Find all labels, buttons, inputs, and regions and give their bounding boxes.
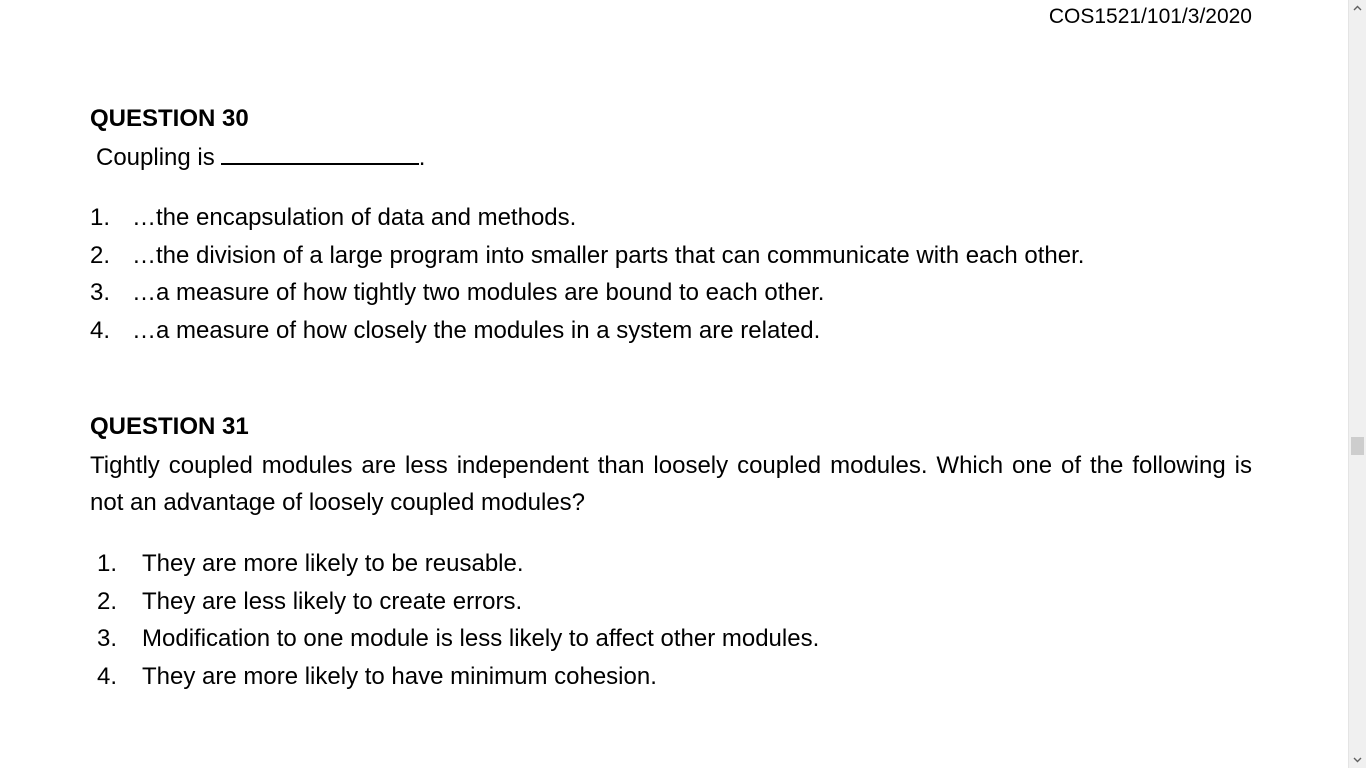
option-text: They are more likely to have minimum cohesion. <box>142 662 657 690</box>
option-number: 2. <box>97 587 118 615</box>
option-number: 2. <box>90 241 111 269</box>
answer-blank <box>221 141 419 165</box>
option-number: 1. <box>97 550 118 577</box>
question-30-stem <box>96 139 1258 176</box>
option-text: They are more likely to be reusable. <box>142 550 524 577</box>
scrollbar-thumb[interactable] <box>1351 437 1364 455</box>
option-text: …a measure of how closely the modules in a system are related. <box>132 316 821 344</box>
question-30-options <box>90 199 1084 349</box>
option-number: 4. <box>97 662 118 690</box>
option-item <box>90 274 1084 312</box>
chevron-up-icon[interactable] <box>1349 0 1366 17</box>
question-31-options <box>90 545 819 695</box>
question-31-heading: QUESTION 31 <box>90 413 249 440</box>
option-number: 1. <box>90 204 111 231</box>
chevron-down-icon[interactable] <box>1349 751 1366 768</box>
option-item <box>90 583 819 621</box>
option-item <box>90 237 1084 275</box>
option-number: 3. <box>90 279 111 306</box>
question-31-stem: Tightly coupled modules are less independent than loosely coupled modules. Which one of the following is not an advantage of loosely coupled modules? <box>90 452 1252 516</box>
option-item <box>90 312 1084 350</box>
option-item <box>90 658 819 696</box>
question-30-stem-end: . <box>418 144 426 171</box>
question-30-heading: QUESTION 30 <box>90 105 249 132</box>
vertical-scrollbar[interactable] <box>1348 0 1366 768</box>
option-number: 4. <box>90 316 111 344</box>
option-item <box>90 620 819 658</box>
option-item <box>90 545 819 583</box>
option-text: …the encapsulation of data and methods. <box>132 204 577 231</box>
option-item <box>90 199 1084 237</box>
option-text: Modification to one module is less likely to affect other modules. <box>142 625 820 652</box>
option-text: …the division of a large program into smaller parts that can communicate with each other. <box>132 241 1085 269</box>
option-text: They are less likely to create errors. <box>142 587 523 615</box>
option-text: …a measure of how tightly two modules are bound to each other. <box>132 279 825 306</box>
document-code: COS1521/101/3/2020 <box>1048 5 1252 28</box>
option-number: 3. <box>97 625 118 652</box>
question-30-stem-text: Coupling is <box>96 144 215 171</box>
